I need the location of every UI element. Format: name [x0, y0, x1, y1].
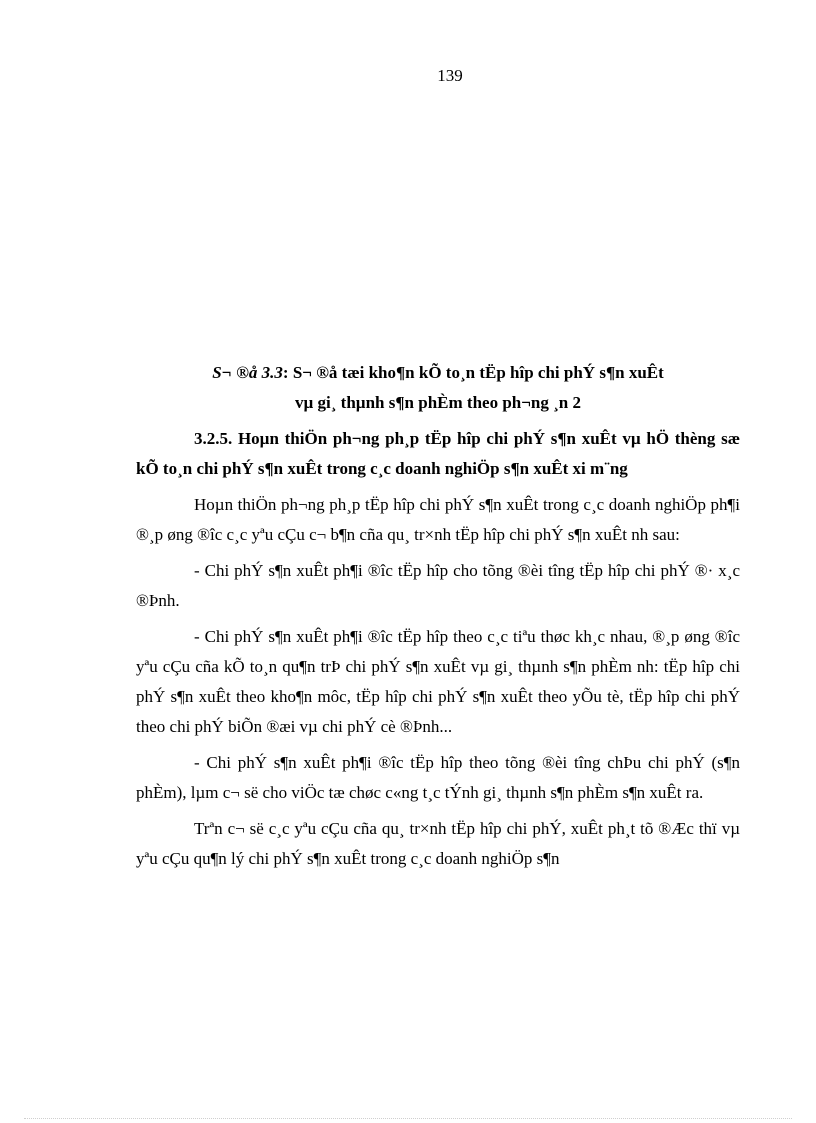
paragraph: Hoµn thiÖn ph¬ng ph¸p tËp hîp chi phÝ s¶n xuÊt trong c¸c doanh nghiÖp ph¶i ®¸p øng ®îc c¸c yªu cÇu c¬ b¶n cña qu¸ tr×nh tËp hîp chi phÝ s¶n xuÊt nh sau:	[136, 495, 740, 544]
figure-caption-title: : S¬ ®å tæi kho¶n kÕ to¸n tËp hîp chi phÝ s¶n xuÊt	[282, 363, 664, 382]
page-number: 139	[437, 66, 463, 85]
list-item: - Chi phÝ s¶n xuÊt ph¶i ®îc tËp hîp cho tõng ®èi tîng tËp hîp chi phÝ ®· x¸c ®Þnh.	[136, 561, 740, 610]
figure-caption-line2: vµ gi¸ thµnh s¶n phÈm theo ph¬ng ¸n 2	[295, 393, 581, 412]
page-body	[136, 358, 740, 874]
section-heading: 3.2.5. Hoµn thiÖn ph¬ng ph¸p tËp hîp chi phÝ s¶n xuÊt vµ hÖ thèng sæ kÕ to¸n chi phÝ s¶n xuÊt trong c¸c doanh nghiÖp s¶n xuÊt xi m¨ng	[136, 429, 740, 478]
figure-caption	[136, 358, 740, 388]
list-item: - Chi phÝ s¶n xuÊt ph¶i ®îc tËp hîp theo tõng ®èi tîng chÞu chi phÝ (s¶n phÈm), lµm c¬ së cho viÖc tæ chøc c«ng t¸c tÝnh gi¸ thµnh s¶n phÈm s¶n xuÊt ra.	[136, 753, 740, 802]
page-bottom-divider	[24, 1118, 792, 1119]
figure-caption-label: S¬ ®å 3.3	[212, 363, 283, 382]
paragraph: Trªn c¬ së c¸c yªu cÇu cña qu¸ tr×nh tËp hîp chi phÝ, xuÊt ph¸t tõ ®Æc thï vµ yªu cÇu qu¶n lý chi phÝ s¶n xuÊt trong c¸c doanh nghiÖp s¶n	[136, 819, 740, 868]
list-item: - Chi phÝ s¶n xuÊt ph¶i ®îc tËp hîp theo c¸c tiªu thøc kh¸c nhau, ®¸p øng ®îc yªu cÇu cña kÕ to¸n qu¶n trÞ chi phÝ s¶n xuÊt vµ gi¸ thµnh s¶n phÈm nh: tËp hîp chi phÝ s¶n xuÊt theo kho¶n môc, tËp hîp chi phÝ s¶n xuÊt theo yÕu tè, tËp hîp chi phÝ theo chi phÝ biÕn ®æi vµ chi phÝ cè ®Þnh...	[136, 627, 740, 736]
